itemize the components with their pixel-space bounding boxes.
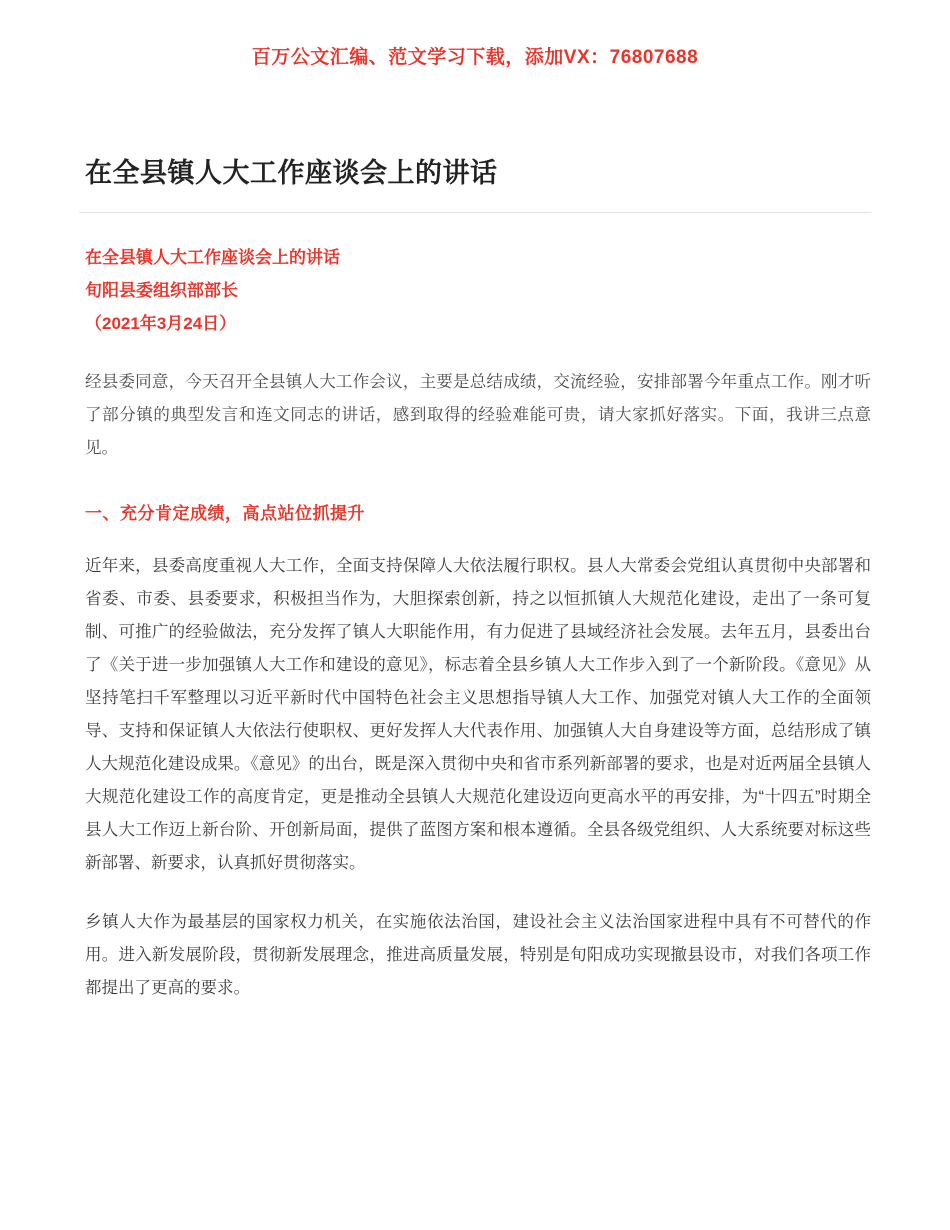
document-header-block <box>85 241 871 340</box>
title-divider <box>79 212 871 213</box>
promo-banner: 百万公文汇编、范文学习下载，添加VX：76807688 <box>251 47 699 68</box>
page-title: 在全县镇人大工作座谈会上的讲话 <box>85 158 498 188</box>
header-line-title: 在全县镇人大工作座谈会上的讲话 <box>85 248 340 267</box>
document-body <box>79 151 871 1005</box>
section-1-paragraph-1: 近年来，县委高度重视人大工作，全面支持保障人大依法履行职权。县人大常委会党组认真贯彻中央部署和省委、市委、县委要求，积极担当作为，大胆探索创新，持之以恒抓镇人大规范化建设，走出了一条可复制、可推广的经验做法，充分发挥了镇人大职能作用，有力促进了县域经济社会发展。去年五月，县委出台了《关于进一步加强镇人大工作和建设的意见》，标志着全县乡镇人大工作步入到了一个新阶段。《意见》从坚持笔扫千军整理以习近平新时代中国特色社会主义思想指导镇人大工作、加强党对镇人大工作的全面领导、支持和保证镇人大依法行使职权、更好发挥人大代表作用、加强镇人大自身建设等方面，总结形成了镇人大规范化建设成果。《意见》的出台，既是深入贯彻中央和省市系列新部署的要求，也是对近两届全县镇人大规范化建设工作的高度肯定，更是推动全县镇人大规范化建设迈向更高水平的再安排，为“十四五”时期全县人大工作迈上新台阶、开创新局面，提供了蓝图方案和根本遵循。全县各级党组织、人大系统要对标这些新部署、新要求，认真抓好贯彻落实。 <box>85 557 871 873</box>
section-1-paragraph-2: 乡镇人大作为最基层的国家权力机关，在实施依法治国，建设社会主义法治国家进程中具有不可替代的作用。进入新发展阶段，贯彻新发展理念，推进高质量发展，特别是旬阳成功实现撤县设市，对我们各项工作都提出了更高的要求。 <box>85 913 871 998</box>
intro-paragraph: 经县委同意，今天召开全县镇人大工作会议，主要是总结成绩，交流经验，安排部署今年重点工作。刚才听了部分镇的典型发言和连文同志的讲话，感到取得的经验难能可贵，请大家抓好落实。下面，我讲三点意见。 <box>85 373 871 458</box>
section-heading-1: 一、充分肯定成绩，高点站位抓提升 <box>85 504 365 524</box>
header-line-author: 旬阳县委组织部部长 <box>85 281 238 301</box>
header-line-date: （2021年3月24日） <box>85 314 237 334</box>
